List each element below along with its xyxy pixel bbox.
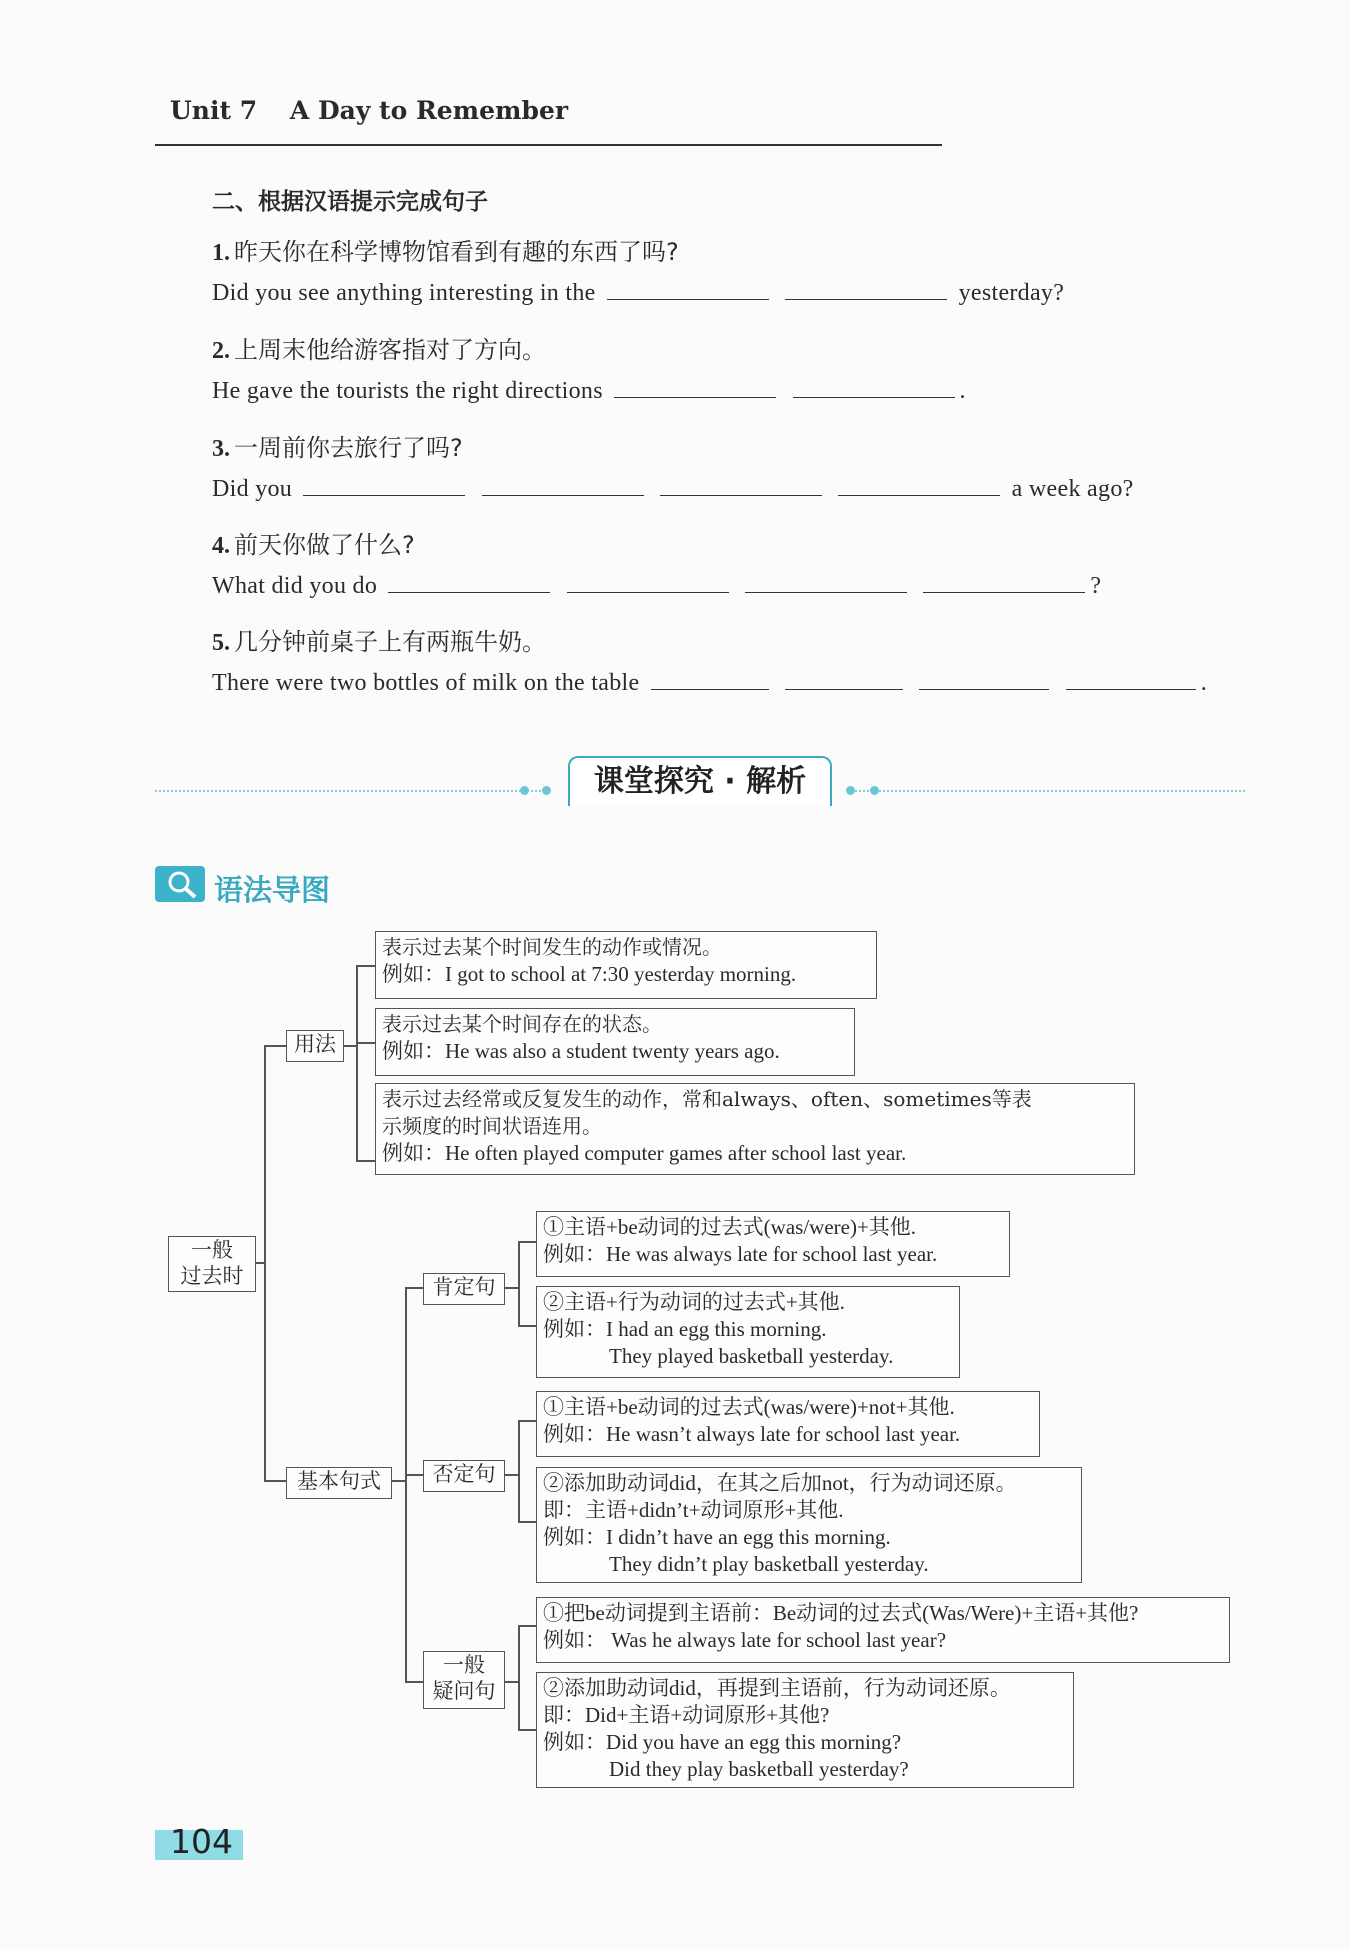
tree-line bbox=[518, 1241, 520, 1327]
banner-dot bbox=[520, 786, 529, 795]
box-line: 例如：He was always late for school last year. bbox=[543, 1242, 938, 1266]
box-line: 表示过去经常或反复发生的动作，常和always、often、sometimes等表 bbox=[382, 1087, 1032, 1111]
tree-line bbox=[405, 1474, 423, 1476]
box-line: They played basketball yesterday. bbox=[609, 1344, 894, 1368]
tree-line bbox=[518, 1325, 536, 1327]
negative-box-1 bbox=[536, 1391, 1040, 1457]
box-line: 例如：I didn’t have an egg this morning. bbox=[543, 1525, 891, 1549]
answer-line-2 bbox=[212, 378, 966, 405]
answer-blank[interactable] bbox=[745, 591, 907, 593]
answer-blank[interactable] bbox=[303, 494, 465, 496]
answer-suffix: a week ago? bbox=[1011, 476, 1134, 502]
question-text: 一周前你去旅行了吗? bbox=[234, 434, 463, 462]
box-line: 示频度的时间状语连用。 bbox=[382, 1114, 602, 1138]
node-question bbox=[423, 1651, 505, 1709]
node-negative: 否定句 bbox=[423, 1460, 505, 1492]
tree-line bbox=[343, 1045, 358, 1047]
tree-line bbox=[504, 1474, 520, 1476]
tree-line bbox=[518, 1625, 520, 1731]
box-line: 表示过去某个时间发生的动作或情况。 bbox=[382, 935, 722, 959]
page-header bbox=[170, 96, 568, 125]
question-5 bbox=[212, 622, 546, 657]
box-line: 例如：He wasn’t always late for school last year. bbox=[543, 1422, 961, 1446]
banner-rule-left bbox=[155, 790, 545, 792]
answer-blank[interactable] bbox=[838, 494, 1000, 496]
answer-blank[interactable] bbox=[923, 591, 1085, 593]
answer-blank[interactable] bbox=[614, 396, 776, 398]
box-line: They didn’t play basketball yesterday. bbox=[609, 1552, 929, 1576]
banner-rule-right bbox=[850, 790, 1245, 792]
tree-line bbox=[356, 1160, 375, 1162]
affirmative-box-2 bbox=[536, 1286, 960, 1378]
answer-suffix: . bbox=[959, 378, 966, 404]
box-line: ①把be动词提到主语前：Be动词的过去式(Was/Were)+主语+其他? bbox=[543, 1601, 1139, 1625]
section-banner: 课堂探究 · 解析 bbox=[568, 756, 832, 806]
tree-line bbox=[405, 1287, 423, 1289]
answer-blank[interactable] bbox=[660, 494, 822, 496]
node-simple-past bbox=[168, 1236, 256, 1292]
answer-line-1 bbox=[212, 280, 1064, 307]
question-2 bbox=[212, 330, 546, 365]
answer-prefix: Did you bbox=[212, 476, 293, 502]
answer-blank[interactable] bbox=[919, 688, 1049, 690]
question-text: 上周末他给游客指对了方向。 bbox=[234, 336, 546, 364]
banner-dot bbox=[542, 786, 551, 795]
tree-line bbox=[518, 1420, 536, 1422]
node-text: 一般 bbox=[443, 1653, 485, 1677]
tree-line bbox=[518, 1625, 536, 1627]
box-line: ②添加助动词did，在其之后加not，行为动词还原。 bbox=[543, 1471, 1017, 1495]
question-text: 昨天你在科学博物馆看到有趣的东西了吗? bbox=[234, 238, 679, 266]
box-line: ②主语+行为动词的过去式+其他. bbox=[543, 1290, 845, 1314]
answer-blank[interactable] bbox=[785, 688, 903, 690]
tree-line bbox=[405, 1287, 407, 1683]
question-number: 1. bbox=[212, 240, 230, 266]
box-line: 例如：He was also a student twenty years ago. bbox=[382, 1039, 780, 1063]
answer-blank[interactable] bbox=[607, 298, 769, 300]
box-line: Did they play basketball yesterday? bbox=[609, 1757, 909, 1781]
usage-box-3 bbox=[375, 1083, 1135, 1175]
answer-line-5 bbox=[212, 670, 1207, 697]
box-line: 例如：I got to school at 7:30 yesterday morning. bbox=[382, 962, 797, 986]
box-line: 表示过去某个时间存在的状态。 bbox=[382, 1012, 662, 1036]
section-title: 二、根据汉语提示完成句子 bbox=[212, 189, 488, 215]
tree-line bbox=[390, 1480, 407, 1482]
usage-box-1 bbox=[375, 931, 877, 999]
tree-line bbox=[518, 1241, 536, 1243]
question-box-2 bbox=[536, 1672, 1074, 1788]
answer-prefix: Did you see anything interesting in the bbox=[212, 280, 596, 306]
box-line: ②添加助动词did，再提到主语前，行为动词还原。 bbox=[543, 1676, 1011, 1700]
tree-line bbox=[356, 965, 358, 1162]
question-number: 4. bbox=[212, 533, 230, 559]
answer-blank[interactable] bbox=[785, 298, 947, 300]
answer-line-3 bbox=[212, 476, 1134, 503]
box-line: ①主语+be动词的过去式(was/were)+not+其他. bbox=[543, 1395, 955, 1419]
question-number: 2. bbox=[212, 338, 230, 364]
box-line: 例如：He often played computer games after school last year. bbox=[382, 1141, 907, 1165]
answer-suffix: . bbox=[1200, 670, 1208, 696]
usage-box-2 bbox=[375, 1008, 855, 1076]
unit-label: Unit 7 bbox=[170, 96, 258, 125]
question-text: 几分钟前桌子上有两瓶牛奶。 bbox=[234, 628, 546, 656]
question-3 bbox=[212, 428, 463, 463]
node-basic-patterns: 基本句式 bbox=[286, 1467, 392, 1499]
tree-line bbox=[264, 1480, 286, 1482]
answer-blank[interactable] bbox=[1066, 688, 1196, 690]
question-4 bbox=[212, 525, 415, 560]
node-text: 过去时 bbox=[180, 1264, 244, 1288]
tree-line bbox=[518, 1729, 536, 1731]
question-text: 前天你做了什么? bbox=[234, 531, 415, 559]
magnifier-icon bbox=[155, 866, 205, 902]
answer-blank[interactable] bbox=[482, 494, 644, 496]
unit-title: A Day to Remember bbox=[289, 96, 569, 125]
banner-dot bbox=[870, 786, 879, 795]
box-line: 例如：Did you have an egg this morning? bbox=[543, 1730, 902, 1754]
answer-suffix: ? bbox=[1090, 573, 1102, 599]
tree-line bbox=[405, 1681, 423, 1683]
tree-line bbox=[356, 965, 375, 967]
tree-line bbox=[518, 1521, 536, 1523]
affirmative-box-1 bbox=[536, 1211, 1010, 1277]
question-number: 3. bbox=[212, 436, 230, 462]
answer-blank[interactable] bbox=[567, 591, 729, 593]
answer-blank[interactable] bbox=[651, 688, 769, 690]
grammar-map-title: 语法导图 bbox=[214, 873, 331, 907]
answer-line-4 bbox=[212, 573, 1101, 600]
negative-box-2 bbox=[536, 1467, 1082, 1583]
node-text: 一般 bbox=[191, 1238, 233, 1262]
node-text: 疑问句 bbox=[432, 1679, 496, 1703]
page-number: 104 bbox=[170, 1822, 233, 1861]
answer-blank[interactable] bbox=[793, 396, 955, 398]
answer-prefix: What did you do bbox=[212, 573, 378, 599]
tree-line bbox=[518, 1420, 520, 1523]
box-line: 例如：I had an egg this morning. bbox=[543, 1317, 827, 1341]
answer-prefix: He gave the tourists the right directions bbox=[212, 378, 603, 404]
box-line: 例如： Was he always late for school last year? bbox=[543, 1628, 947, 1652]
question-number: 5. bbox=[212, 630, 230, 656]
answer-suffix: yesterday? bbox=[958, 280, 1065, 306]
node-usage: 用法 bbox=[286, 1030, 344, 1062]
box-line: ①主语+be动词的过去式(was/were)+其他. bbox=[543, 1215, 917, 1239]
tree-line bbox=[264, 1045, 286, 1047]
box-line: 即：Did+主语+动词原形+其他? bbox=[543, 1703, 830, 1727]
tree-line bbox=[504, 1681, 520, 1683]
box-line: 即：主语+didn’t+动词原形+其他. bbox=[543, 1498, 844, 1522]
answer-prefix: There were two bottles of milk on the table bbox=[212, 670, 640, 696]
node-affirmative: 肯定句 bbox=[423, 1273, 505, 1305]
tree-line bbox=[504, 1287, 520, 1289]
header-rule bbox=[155, 144, 942, 146]
tree-line bbox=[356, 1042, 375, 1044]
question-1 bbox=[212, 232, 679, 267]
question-box-1 bbox=[536, 1597, 1230, 1663]
answer-blank[interactable] bbox=[388, 591, 550, 593]
banner-dot bbox=[846, 786, 855, 795]
